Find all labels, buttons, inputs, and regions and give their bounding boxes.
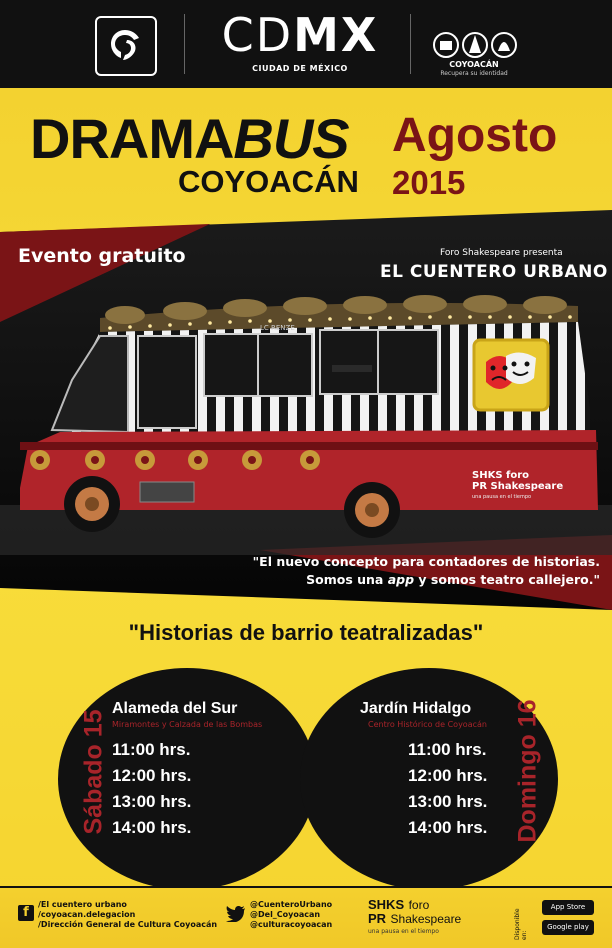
- day-label: Domingo 16: [513, 699, 542, 843]
- title-dramabus: [30, 106, 349, 171]
- time-slot: 11:00 hrs.: [408, 740, 487, 759]
- government-crest-logo: [95, 16, 157, 76]
- quote-app-word: app: [387, 572, 415, 587]
- quote-line-2: [200, 572, 600, 587]
- time-slot: 12:00 hrs.: [408, 766, 488, 785]
- logo-shks: SHKS: [368, 897, 405, 912]
- title-month: Agosto: [392, 109, 558, 162]
- title-bus-word: BUS: [233, 107, 349, 170]
- coyoacan-name: COYOACÁN: [449, 60, 499, 69]
- bus-logo-top: SHKS foro: [472, 470, 530, 481]
- venue-address: Miramontes y Calzada de las Bombas: [112, 720, 263, 729]
- bus-logo-tag: una pausa en el tiempo: [472, 494, 532, 500]
- venue-name: Jardín Hidalgo: [360, 700, 472, 717]
- eagle-icon: [105, 26, 145, 64]
- header-divider: [184, 14, 185, 74]
- facebook-links: [38, 900, 217, 930]
- coyoacan-tagline: Recupera su identidad: [440, 70, 508, 77]
- bus-shks-logo: [472, 470, 563, 503]
- twitter-icon[interactable]: [226, 906, 246, 922]
- show-name: EL CUENTERO URBANO: [380, 262, 608, 282]
- logo-shakespeare: Shakespeare: [390, 912, 462, 926]
- quote-part-a: Somos una: [306, 572, 388, 587]
- time-slot: 13:00 hrs.: [408, 792, 488, 811]
- bus-logo-bottom: PR Shakespeare: [472, 481, 564, 492]
- title-drama-word: DRAMA: [30, 107, 234, 170]
- time-slot: 14:00 hrs.: [408, 818, 488, 837]
- time-slot: 12:00 hrs.: [112, 766, 192, 785]
- cdmx-light: CD: [221, 8, 294, 62]
- facebook-icon[interactable]: f: [18, 905, 34, 921]
- venue-address: Centro Histórico de Coyoacán: [368, 720, 487, 729]
- logo-foro: foro: [408, 898, 430, 912]
- header-divider: [410, 14, 411, 74]
- cdmx-wordmark: [200, 8, 400, 62]
- title-place: COYOACÁN: [178, 164, 359, 199]
- quote-line-1: "El nuevo concepto para contadores de historias.: [252, 554, 600, 569]
- google-play-badge[interactable]: Google play: [542, 920, 594, 935]
- foro-shakespeare-logo: [368, 898, 461, 926]
- twitter-link[interactable]: @Del_Coyoacan: [250, 910, 321, 919]
- logo-tagline: una pausa en el tiempo: [368, 928, 439, 935]
- available-label: Disponible en:: [514, 908, 528, 940]
- time-slot: 13:00 hrs.: [112, 792, 192, 811]
- twitter-links: [250, 900, 332, 930]
- twitter-link[interactable]: @culturacoyoacan: [250, 920, 333, 929]
- cdmx-subtitle: CIUDAD DE MÉXICO: [252, 64, 348, 73]
- twitter-link[interactable]: @CuenteroUrbano: [250, 900, 333, 909]
- day-label: Sábado 15: [79, 709, 108, 835]
- cdmx-bold: MX: [293, 8, 379, 62]
- time-slot: 11:00 hrs.: [112, 740, 191, 759]
- app-store-badge[interactable]: App Store: [542, 900, 594, 915]
- facebook-link[interactable]: /coyoacan.delegacion: [38, 910, 136, 919]
- facebook-link[interactable]: /El cuentero urbano: [38, 900, 127, 909]
- title-year: 2015: [392, 164, 466, 201]
- facebook-link[interactable]: /Dirección General de Cultura Coyoacán: [38, 920, 218, 929]
- headline: "Historias de barrio teatralizadas": [128, 620, 484, 645]
- venue-name: Alameda del Sur: [112, 700, 238, 717]
- presenter-text: Foro Shakespeare presenta: [440, 248, 563, 258]
- logo-pr: PR: [368, 911, 387, 926]
- quote-part-b: y somos teatro callejero.": [414, 572, 600, 587]
- time-slot: 14:00 hrs.: [112, 818, 192, 837]
- bus-plate: LC RENZE: [260, 324, 295, 332]
- free-event-label: Evento gratuito: [18, 245, 186, 267]
